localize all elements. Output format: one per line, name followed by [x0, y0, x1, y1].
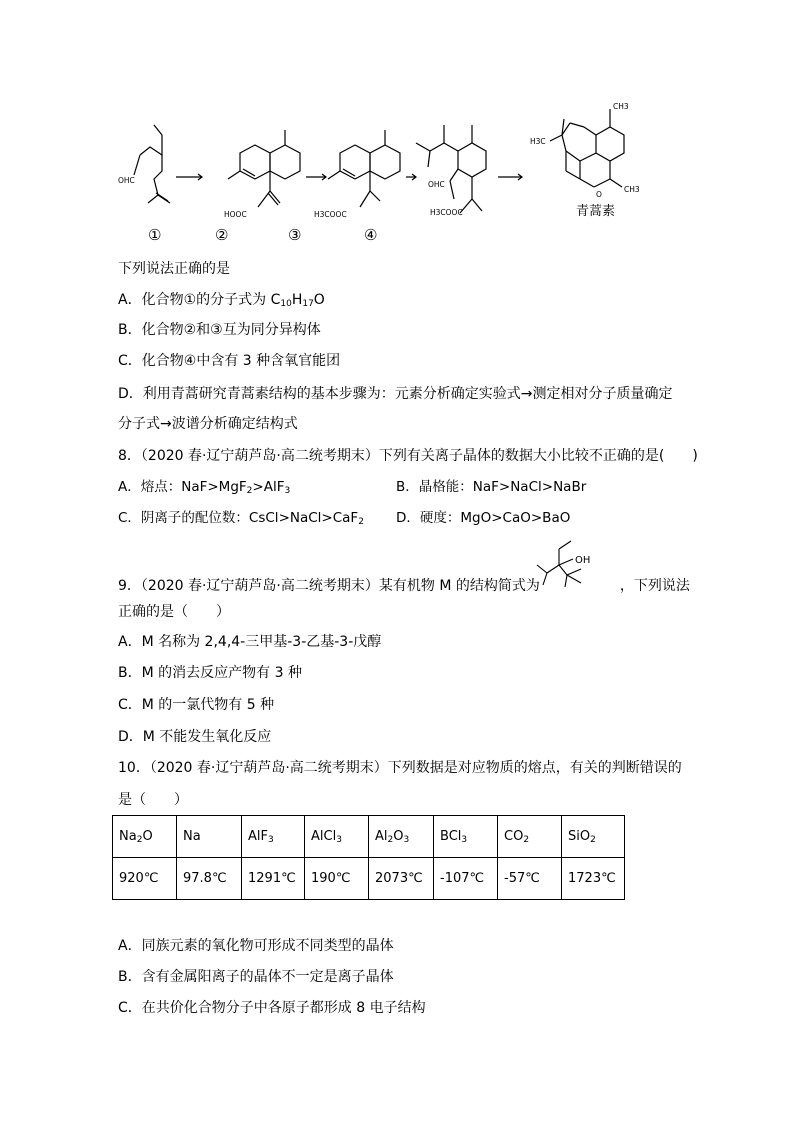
table-row — [113, 858, 625, 900]
compound-label-2: ② — [215, 226, 229, 244]
table-cell: 1291℃ — [242, 858, 305, 900]
q8-option-a: A．熔点：NaF>MgF$_2$>AlF$_3$ — [118, 479, 291, 496]
q9-stem-cont: 正确的是（ ） — [118, 604, 230, 620]
table-header-cell: BCl$_3$ — [434, 816, 498, 858]
q7-option-c: C．化合物④中含有 3 种含氧官能团 — [118, 353, 341, 369]
table-header-cell: AlCl$_3$ — [305, 816, 369, 858]
table-header-cell: SiO$_2$ — [562, 816, 625, 858]
table-header-cell: $CO_2$ — [498, 816, 562, 858]
q10-option-c: C．在共价化合物分子中各原子都形成 8 电子结构 — [118, 1000, 426, 1016]
table-cell: -57℃ — [498, 858, 562, 900]
q10-stem-cont: 是（ ） — [118, 792, 188, 808]
q8-option-d: D．硬度：MgO>CaO>BaO — [396, 510, 571, 526]
oh-group: OH — [575, 555, 591, 566]
q9-stem: 9．（2020 春·辽宁葫芦岛·高二统考期末）某有机物 M 的结构简式为 ，下列说法 — [118, 578, 690, 594]
q9-option-c: C．M 的一氯代物有 5 种 — [118, 697, 275, 713]
artemisinin-label: 青蒿素 — [576, 204, 616, 219]
q10-option-a: A．同族元素的氧化物可形成不同类型的晶体 — [118, 938, 394, 954]
compound-label-4: ④ — [364, 226, 378, 244]
atom-ohc-2: OHC — [428, 180, 445, 189]
table-cell: 1723℃ — [562, 858, 625, 900]
q8-stem: 8．（2020 春·辽宁葫芦岛·高二统考期末）下列有关离子晶体的数据大小比较不正确的是( ) — [118, 448, 698, 464]
atom-ch3-right: CH3 — [624, 185, 640, 194]
compound-label-1: ① — [148, 226, 162, 244]
melting-point-table — [112, 815, 625, 900]
reaction-scheme — [110, 95, 670, 250]
table-cell: 920℃ — [113, 858, 177, 900]
table-cell: -107℃ — [434, 858, 498, 900]
q9-option-d: D．M 不能发生氧化反应 — [118, 729, 272, 745]
table-cell: 97.8℃ — [177, 858, 242, 900]
compound-label-3: ③ — [288, 226, 302, 244]
table-header-cell: Na — [177, 816, 242, 858]
atom-h3cooc: H3COOC — [314, 210, 347, 219]
atom-ohc-1: OHC — [118, 176, 135, 185]
table-cell: 190℃ — [305, 858, 369, 900]
table-header-row — [113, 816, 625, 858]
q7-stem: 下列说法正确的是 — [118, 261, 230, 277]
atom-o-carbonyl: O — [596, 190, 602, 199]
q7-option-d: D．利用青蒿研究青蒿素结构的基本步骤为：元素分析确定实验式→测定相对分子质量确定 — [118, 386, 673, 402]
table-header-cell: $Al_2O_3$ — [369, 816, 434, 858]
q7-option-d-cont: 分子式→波谱分析确定结构式 — [118, 416, 298, 432]
table-header-cell: $Na_2O$ — [113, 816, 177, 858]
atom-h3cooc-2: H3COOC — [430, 208, 463, 217]
q9-option-b: B．M 的消去反应产物有 3 种 — [118, 665, 302, 681]
q9-option-a: A．M 名称为 2,4,4-三甲基-3-乙基-3-戊醇 — [118, 634, 382, 650]
q8-option-c: C．阴离子的配位数：CsCl>NaCl>CaF$_2$ — [118, 510, 364, 527]
q10-stem: 10．（2020 春·辽宁葫芦岛·高二统考期末）下列数据是对应物质的熔点，有关的判断错误的 — [118, 760, 682, 776]
q8-option-b: B．晶格能：NaF>NaCl>NaBr — [396, 479, 587, 495]
q10-option-b: B．含有金属阳离子的晶体不一定是离子晶体 — [118, 969, 394, 985]
atom-h3c-left: H3C — [530, 137, 546, 146]
q7-option-b: B．化合物②和③互为同分异构体 — [118, 322, 321, 338]
table-header-cell: AlF$_3$ — [242, 816, 305, 858]
atom-hooc: HOOC — [224, 210, 247, 219]
atom-ch3-top: CH3 — [613, 102, 629, 111]
table-cell: 2073℃ — [369, 858, 434, 900]
q7-option-a: A．化合物①的分子式为 $C_{10}H_{17}O$ — [118, 292, 325, 309]
